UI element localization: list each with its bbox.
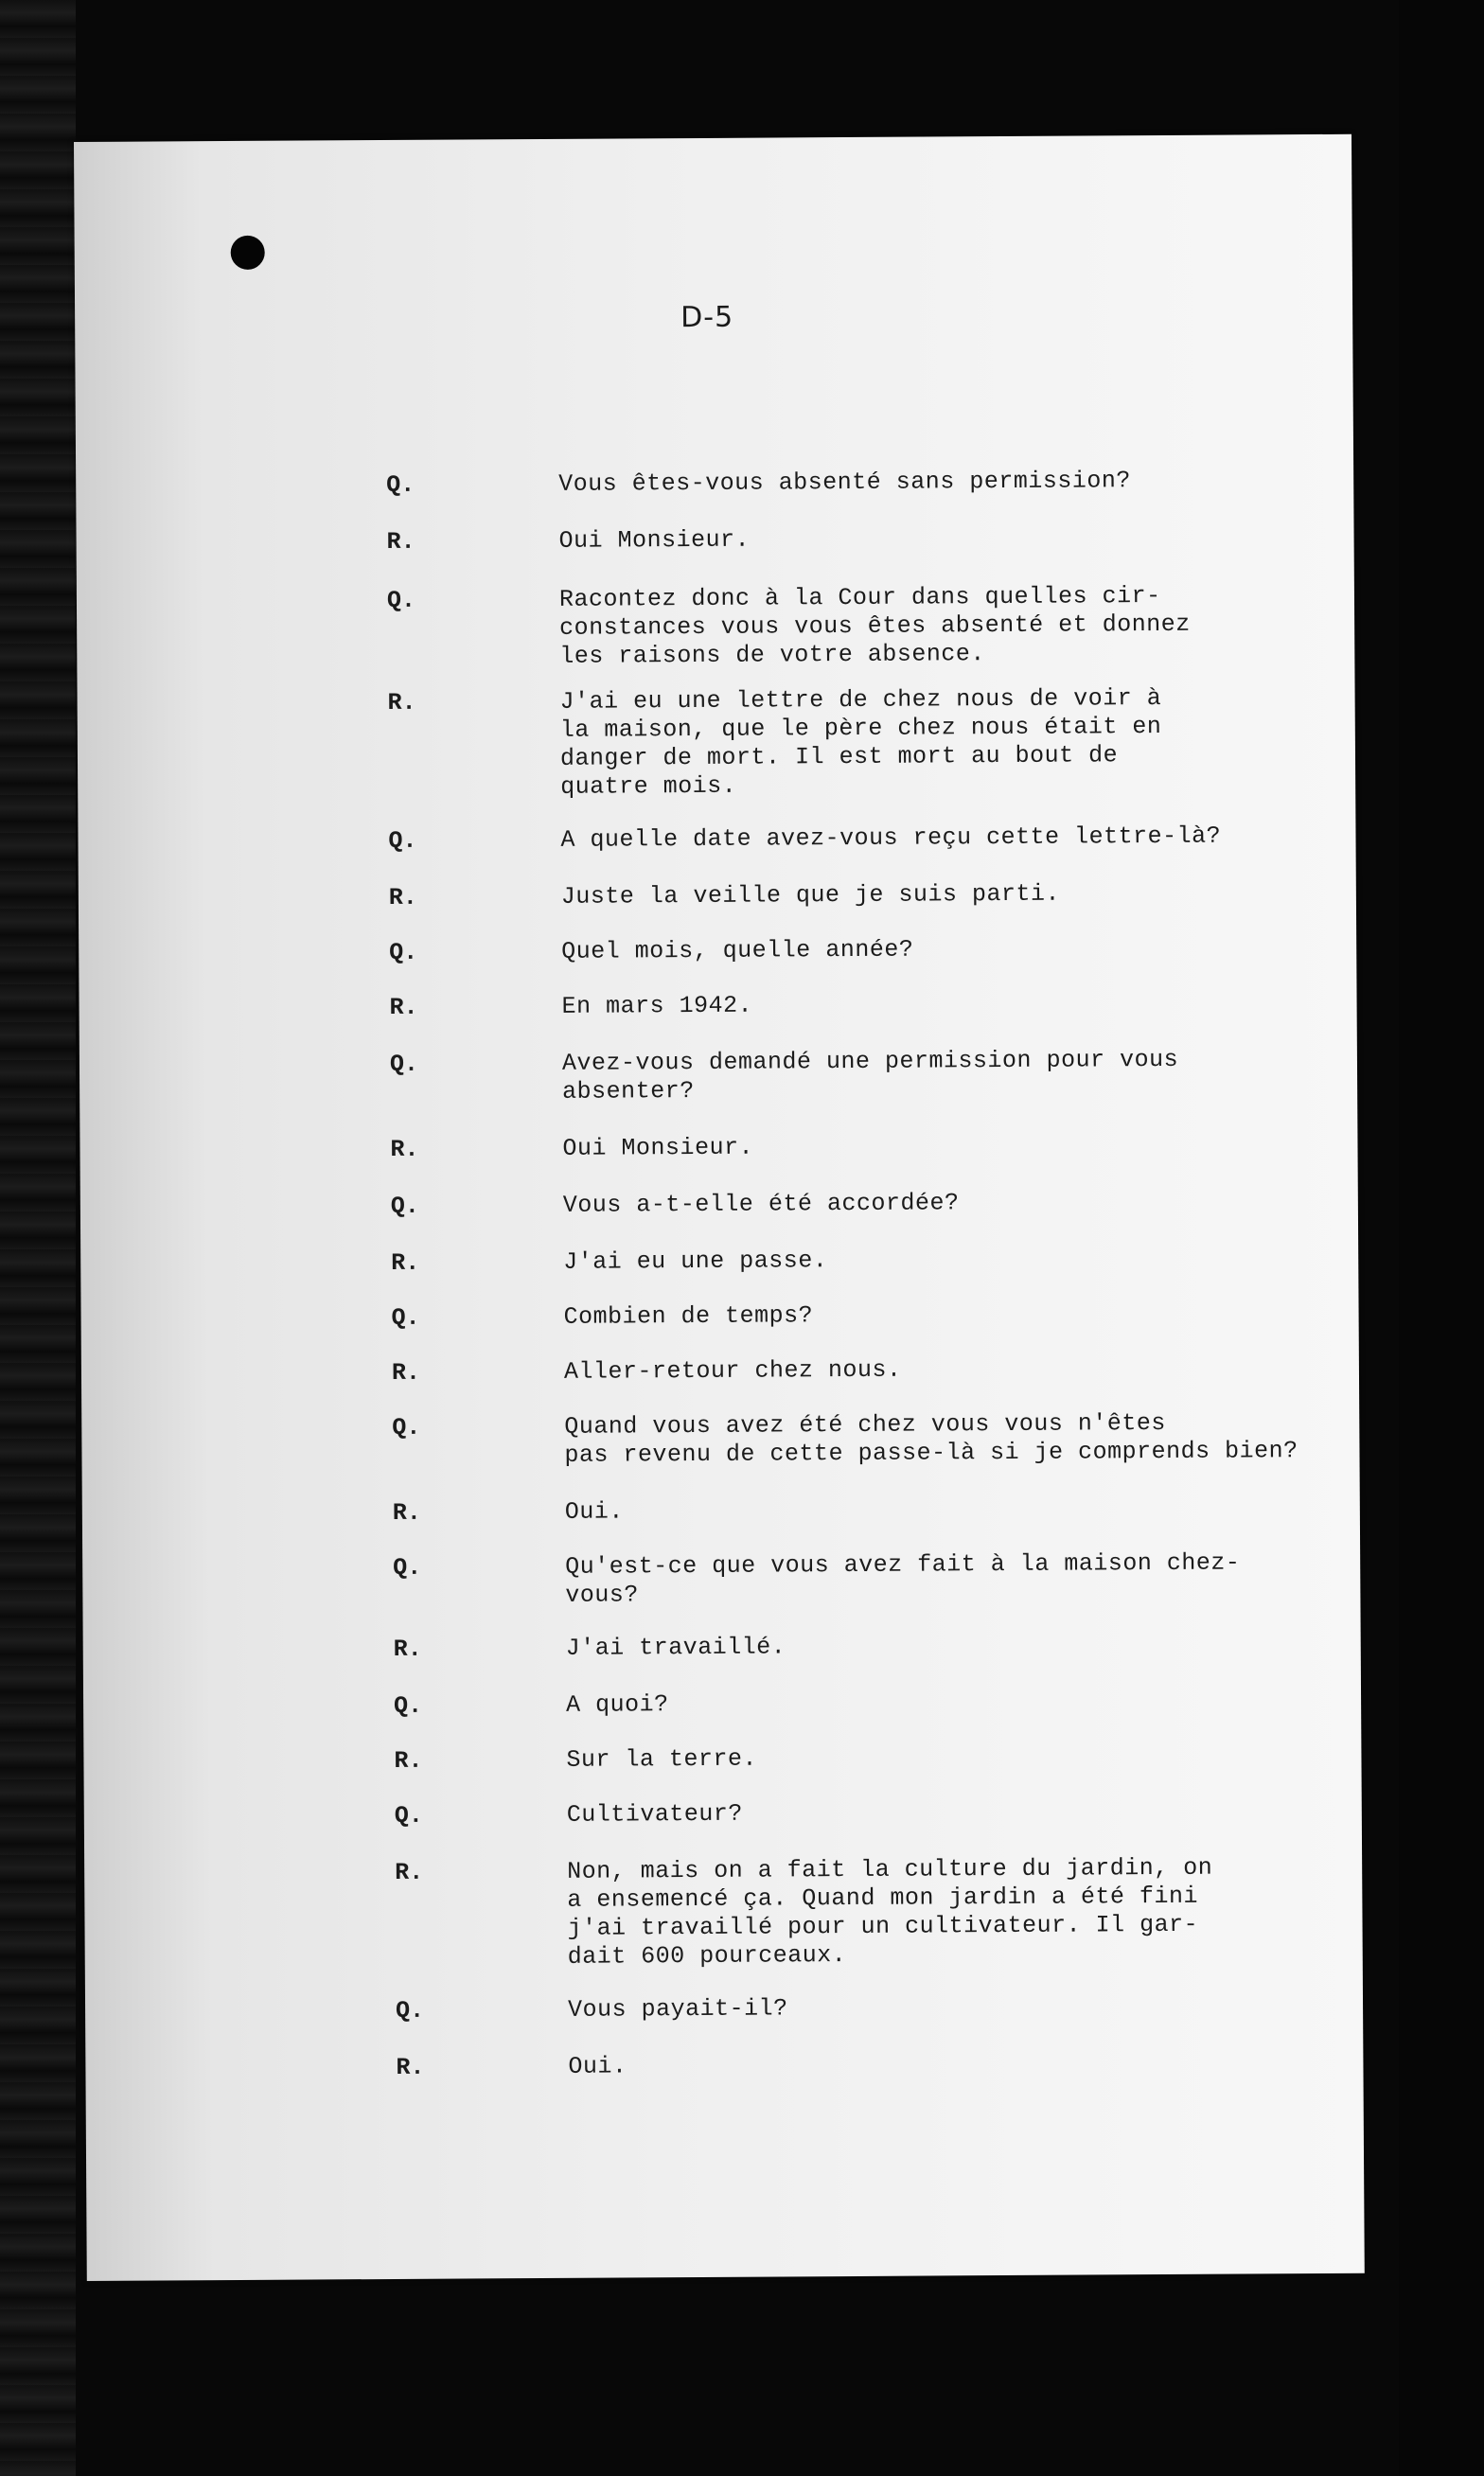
entry-text: Qu'est-ce que vous avez fait à la maison chez- vous? bbox=[565, 1548, 1241, 1609]
speaker-label: Q. bbox=[389, 1050, 419, 1078]
entry-text: Juste la veille que je suis parti. bbox=[560, 879, 1061, 911]
entry-text: Vous payait-il? bbox=[567, 1994, 788, 2024]
entry-text: Aller-retour chez nous. bbox=[563, 1355, 902, 1386]
transcript-entry bbox=[84, 1853, 1362, 1971]
transcript-entry bbox=[81, 1299, 1359, 1332]
speaker-label: R. bbox=[391, 1248, 420, 1277]
entry-text: Avez-vous demandé une permission pour vous absenter? bbox=[561, 1045, 1179, 1105]
transcript-entry bbox=[80, 1130, 1357, 1163]
speaker-label: R. bbox=[396, 2053, 425, 2081]
transcript-entry bbox=[77, 581, 1354, 670]
page-number: D-5 bbox=[680, 300, 734, 335]
transcript-entry bbox=[81, 1353, 1359, 1387]
speaker-label: Q. bbox=[390, 1192, 419, 1220]
speaker-label: R. bbox=[387, 688, 416, 716]
transcript-entry bbox=[82, 1494, 1360, 1527]
transcript-entry bbox=[76, 466, 1353, 499]
speaker-label: R. bbox=[389, 993, 418, 1021]
speaker-label: Q. bbox=[393, 1553, 422, 1582]
speaker-label: R. bbox=[395, 1858, 424, 1886]
entry-text: Vous a-t-elle été accordée? bbox=[562, 1189, 960, 1219]
speaker-label: Q. bbox=[388, 826, 417, 855]
transcript-entry bbox=[77, 522, 1354, 556]
speaker-label: Q. bbox=[394, 1691, 423, 1720]
transcript-entry bbox=[78, 822, 1355, 855]
speaker-label: R. bbox=[393, 1635, 422, 1663]
transcript-entry bbox=[80, 1045, 1357, 1105]
entry-text: Sur la terre. bbox=[566, 1744, 758, 1774]
transcript-entry bbox=[79, 933, 1356, 966]
film-border-left bbox=[0, 0, 76, 2476]
transcript-entry bbox=[79, 878, 1356, 911]
entry-text: Vous êtes-vous absenté sans permission? bbox=[558, 467, 1131, 498]
entry-text: J'ai eu une lettre de chez nous de voir à la maison, que le père chez nous était en danger de mort. Il est mort au bout de quatre mois. bbox=[559, 683, 1162, 801]
entry-text: Quand vous avez été chez vous vous n'êtes pas revenu de cette passe-là si je comprends bien? bbox=[564, 1408, 1298, 1469]
transcript-entry bbox=[85, 1991, 1363, 2025]
speaker-label: R. bbox=[386, 527, 415, 556]
speaker-label: Q. bbox=[386, 586, 416, 614]
entry-text: Oui. bbox=[564, 1497, 624, 1526]
speaker-label: R. bbox=[388, 883, 417, 911]
transcript-entry bbox=[83, 1630, 1361, 1663]
entry-text: Racontez donc à la Cour dans quelles cir- constances vous vous êtes absenté et donnez les raisons de votre absence. bbox=[558, 581, 1191, 670]
transcript-entry bbox=[84, 1796, 1362, 1830]
entry-text: Oui Monsieur. bbox=[562, 1133, 754, 1162]
speaker-label: Q. bbox=[392, 1413, 421, 1441]
entry-text: Cultivateur? bbox=[566, 1799, 743, 1829]
transcript-entry bbox=[83, 1742, 1361, 1775]
speaker-label: R. bbox=[392, 1498, 421, 1527]
speaker-label: R. bbox=[394, 1746, 423, 1775]
speaker-label: Q. bbox=[386, 470, 415, 499]
entry-text: J'ai eu une passe. bbox=[563, 1247, 828, 1276]
document-page bbox=[74, 134, 1365, 2281]
speaker-label: Q. bbox=[389, 938, 418, 966]
speaker-label: R. bbox=[390, 1135, 419, 1163]
film-border-right bbox=[1399, 0, 1484, 2476]
transcript-entry bbox=[80, 988, 1357, 1021]
entry-text: Oui. bbox=[568, 2052, 627, 2080]
transcript-entry bbox=[80, 1244, 1358, 1277]
entry-text: J'ai travaillé. bbox=[565, 1633, 786, 1662]
transcript-entry bbox=[81, 1408, 1359, 1469]
entry-text: Combien de temps? bbox=[563, 1301, 814, 1331]
speaker-label: Q. bbox=[394, 1801, 423, 1830]
entry-text: A quelle date avez-vous reçu cette lettre-là? bbox=[560, 822, 1222, 854]
entry-text: Oui Monsieur. bbox=[558, 525, 751, 555]
transcript-entry bbox=[78, 683, 1355, 801]
entry-text: Non, mais on a fait la culture du jardin, on a ensemencé ça. Quand mon jardin a été fini j'ai travaillé pour un cultivateur. Il gar- dait 600 pourceaux. bbox=[567, 1853, 1213, 1971]
speaker-label: Q. bbox=[395, 1996, 425, 2025]
entry-text: Quel mois, quelle année? bbox=[561, 935, 914, 965]
transcript-entry bbox=[80, 1187, 1358, 1220]
transcript-entry bbox=[85, 2048, 1363, 2081]
entry-text: A quoi? bbox=[566, 1690, 669, 1719]
transcript-entry bbox=[82, 1548, 1360, 1609]
transcript-entry bbox=[83, 1687, 1361, 1720]
speaker-label: Q. bbox=[391, 1303, 420, 1332]
entry-text: En mars 1942. bbox=[561, 991, 753, 1020]
punch-hole bbox=[231, 236, 265, 270]
speaker-label: R. bbox=[391, 1358, 421, 1387]
